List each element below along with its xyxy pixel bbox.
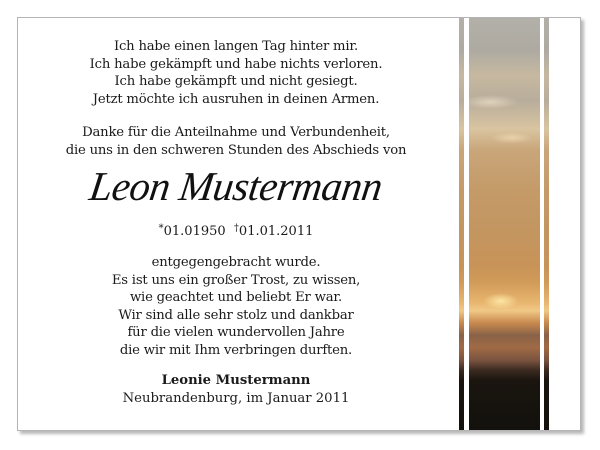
poem-line: Ich habe gekämpft und nicht gesiegt. <box>114 74 358 90</box>
sunset-photo-strip-main <box>469 18 540 430</box>
thanks-body <box>38 254 434 360</box>
obituary-text <box>38 18 434 430</box>
thanks-line: wie geachtet und beliebt Er war. <box>129 290 343 306</box>
life-dates <box>38 220 434 241</box>
thanks-intro <box>38 124 434 159</box>
sunset-photo-strip-right <box>544 18 549 430</box>
thanks-line: Es ist uns ein großer Trost, zu wissen, <box>111 272 361 288</box>
signature-block <box>38 372 434 408</box>
thanks-line: für die vielen wundervollen Jahre <box>127 325 345 341</box>
thanks-line: Danke für die Anteilnahme und Verbundenheit, <box>82 125 390 140</box>
place-and-date: Neubrandenburg, im Januar 2011 <box>122 391 350 406</box>
death-date: 01.01.2011 <box>238 224 314 239</box>
birth-star-icon: * <box>158 223 164 234</box>
signer-name: Leonie Mustermann <box>161 373 311 388</box>
thanks-line: entgegengebracht wurde. <box>151 255 321 270</box>
sunset-photo-strip-left <box>459 18 464 430</box>
poem-line: Jetzt möchte ich ausruhen in deinen Armen. <box>92 91 380 107</box>
thanks-line: die wir mit Ihm verbringen durften. <box>119 342 353 358</box>
thanks-line: die uns in den schweren Stunden des Abschieds von <box>65 142 407 158</box>
opening-poem <box>38 38 434 108</box>
death-cross-icon: † <box>233 223 239 234</box>
birth-date: 01.01950 <box>163 224 226 239</box>
deceased-name: Leon Mustermann <box>86 163 386 209</box>
obituary-card <box>17 17 581 431</box>
thanks-line: Wir sind alle sehr stolz und dankbar <box>118 307 354 323</box>
poem-line: Ich habe einen langen Tag hinter mir. <box>113 39 359 54</box>
poem-line: Ich habe gekämpft und habe nichts verloren. <box>89 56 383 72</box>
